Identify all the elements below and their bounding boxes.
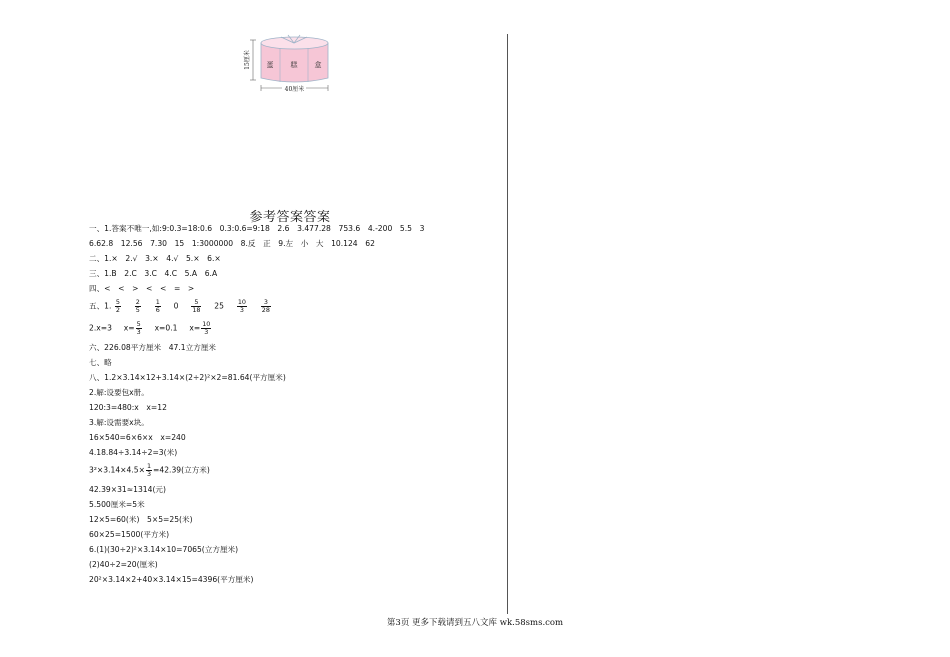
answer-line: 16×540=6×6×x x=240 xyxy=(89,433,186,442)
value: 0 xyxy=(173,301,179,311)
answer-list xyxy=(89,224,494,590)
answer-line: 3.解:设需要x块。 xyxy=(89,418,149,427)
fraction: $\frac{1}{3}$ xyxy=(146,462,152,478)
equation: 3²×3.14×4.5× xyxy=(89,465,145,475)
equation: 2.x=3 xyxy=(89,323,112,333)
equation: x= xyxy=(123,323,135,333)
value: 25 xyxy=(214,301,224,311)
answer-line: 二、1.× 2.√ 3.× 4.√ 5.× 6.× xyxy=(89,254,221,263)
fraction: $\frac{2}{5}$ xyxy=(135,298,140,314)
answer-line: 60×25=1500(平方米) xyxy=(89,530,170,539)
answer-line: 一、1.答案不唯一,如:9:0.3=18:0.6 0.3:0.6=9:18 2.6 3.477.28 753.6 4.-200 5.5 3 xyxy=(89,224,425,233)
answer-line: 四、< < > < < = > xyxy=(89,284,195,293)
equation: x= xyxy=(189,323,201,333)
answer-line: 120:3=480:x x=12 xyxy=(89,403,167,412)
answer-line: 七、略 xyxy=(89,358,112,367)
height-label: 15厘米 xyxy=(244,50,251,70)
box-char-1: 蛋 xyxy=(266,61,274,69)
answer-line: 三、1.B 2.C 3.C 4.C 5.A 6.A xyxy=(89,269,218,278)
answer-line: 5.500厘米=5米 xyxy=(89,500,145,509)
answer-line: (2)40÷2=20(厘米) xyxy=(89,560,158,569)
answer-line: 12×5=60(米) 5×5=25(米) xyxy=(89,515,193,524)
answer-title: 参考答案答案 xyxy=(249,210,331,225)
answer-line-volume xyxy=(89,463,494,485)
fraction: $\frac{10}{3}$ xyxy=(202,320,211,336)
fraction: $\frac{5}{2}$ xyxy=(115,298,120,314)
section5-prefix: 五、1. xyxy=(89,301,112,311)
fraction: $\frac{3}{28}$ xyxy=(261,298,270,314)
answer-line-fractions xyxy=(89,299,494,321)
answer-line-equations xyxy=(89,321,494,343)
answer-line: 6.(1)(30÷2)²×3.14×10=7065(立方厘米) xyxy=(89,545,239,554)
cake-box-drawing xyxy=(240,30,340,100)
page-footer: 第3页 更多下载请到五八文库 wk.58sms.com xyxy=(386,618,564,628)
fraction: $\frac{5}{3}$ xyxy=(136,320,141,336)
equation: =42.39(立方米) xyxy=(153,465,210,475)
box-char-3: 盒 xyxy=(314,61,322,69)
fraction: $\frac{1}{6}$ xyxy=(155,298,160,314)
width-label: 40厘米 xyxy=(284,86,305,93)
cake-box-figure xyxy=(240,30,340,100)
answer-line: 2.解:设要包x册。 xyxy=(89,388,149,397)
answer-line: 六、226.08平方厘米 47.1立方厘米 xyxy=(89,343,217,352)
answer-line: 20²×3.14×2+40×3.14×15=4396(平方厘米) xyxy=(89,575,254,584)
answer-line: 6.62.8 12.56 7.30 15 1:3000000 8.反 正 9.左 小 大 10.124 62 xyxy=(89,239,375,248)
answer-line: 42.39×31≈1314(元) xyxy=(89,485,166,494)
answer-line: 4.18.84÷3.14÷2=3(米) xyxy=(89,448,178,457)
box-char-2: 糕 xyxy=(290,61,298,69)
equation: x=0.1 xyxy=(154,323,178,333)
fraction: $\frac{5}{18}$ xyxy=(192,298,201,314)
column-divider xyxy=(507,34,508,614)
fraction: $\frac{10}{3}$ xyxy=(237,298,246,314)
answer-line: 八、1.2×3.14×12+3.14×(2÷2)²×2=81.64(平方厘米) xyxy=(89,373,286,382)
